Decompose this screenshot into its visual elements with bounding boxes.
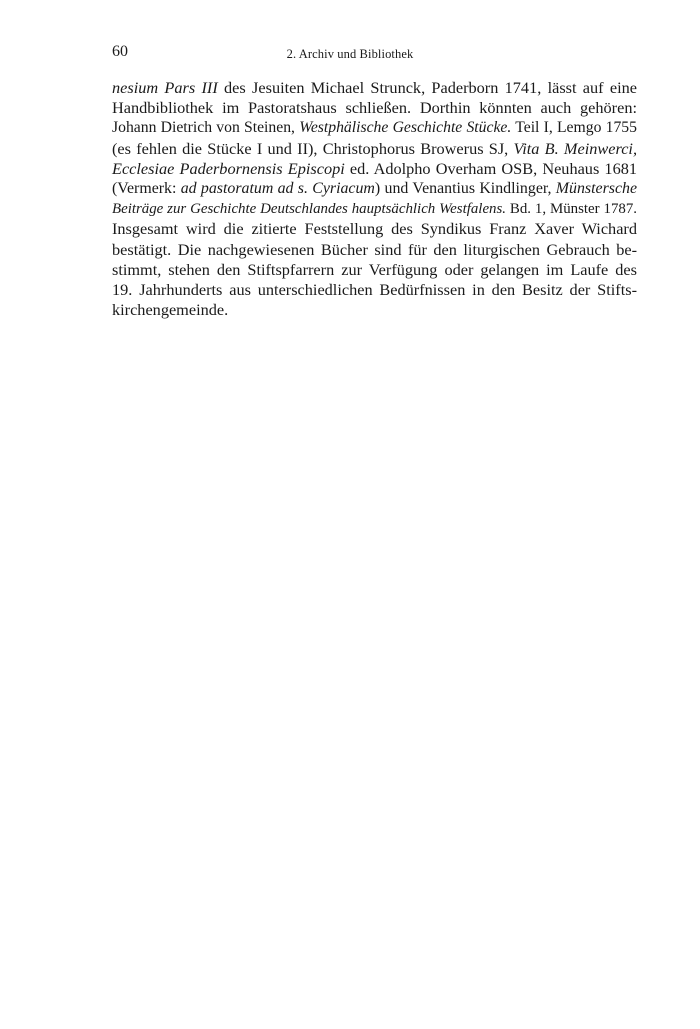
text-span: 19. Jahrhunderts aus unterschiedlichen Bedürfnissen in den Besitz der Stifts- (112, 279, 637, 299)
italic-title: Münstersche (555, 179, 637, 197)
text-line (112, 219, 637, 239)
text-span: Bd. 1, Münster 1787. (506, 201, 637, 218)
text-span: kirchengemeinde. (112, 300, 229, 320)
text-line (112, 199, 637, 219)
running-header: 2. Archiv und Bibliothek (286, 47, 414, 61)
text-span: (es fehlen die Stücke I und II), Christophorus Browerus SJ, (112, 138, 514, 158)
text-line (112, 300, 637, 320)
body-paragraph (112, 78, 637, 320)
text-line (112, 159, 637, 179)
italic-title: Vita B. Meinwerci, (513, 138, 638, 158)
text-span: Handbibliothek im Pastoratshaus schließen. Dorthin könnten auch gehören: (112, 98, 637, 118)
italic-title: nesium Pars III (112, 78, 218, 97)
text-span: stimmt, stehen den Stiftspfarrern zur Verfügung oder gelangen im Laufe des (112, 259, 637, 279)
text-span: ed. Adolpho Overham OSB, Neuhaus 1681 (344, 158, 637, 178)
text-span: Insgesamt wird die zitierte Feststellung des Syndikus Franz Xaver Wichard (112, 219, 637, 239)
italic-title: Ecclesiae Paderbornensis Episcopi (112, 158, 345, 178)
text-line (112, 240, 637, 260)
italic-title: Westphälische Geschichte Stücke. (299, 119, 512, 137)
italic-title: ad pastoratum ad s. Cyriacum (180, 179, 375, 197)
text-line (112, 98, 637, 118)
text-span: bestätigt. Die nachgewiesenen Bücher sind für den liturgischen Gebrauch be- (112, 239, 637, 259)
text-span: ) und Venantius Kindlinger, (374, 179, 556, 197)
text-line (112, 260, 637, 280)
text-line (112, 139, 637, 159)
text-line (112, 179, 637, 199)
text-line (112, 78, 637, 98)
italic-title: Beiträge zur Geschichte Deutschlandes hauptsächlich Westfalens. (112, 201, 507, 218)
text-line (112, 118, 637, 138)
text-span: des Jesuiten Michael Strunck, Paderborn 1741, lässt auf eine (217, 78, 638, 97)
text-span: Teil I, Lemgo 1755 (511, 119, 637, 137)
text-span: Johann Dietrich von Steinen, (112, 119, 300, 137)
page-number: 60 (112, 43, 128, 60)
text-line (112, 280, 637, 300)
text-span: (Vermerk: (112, 179, 181, 197)
